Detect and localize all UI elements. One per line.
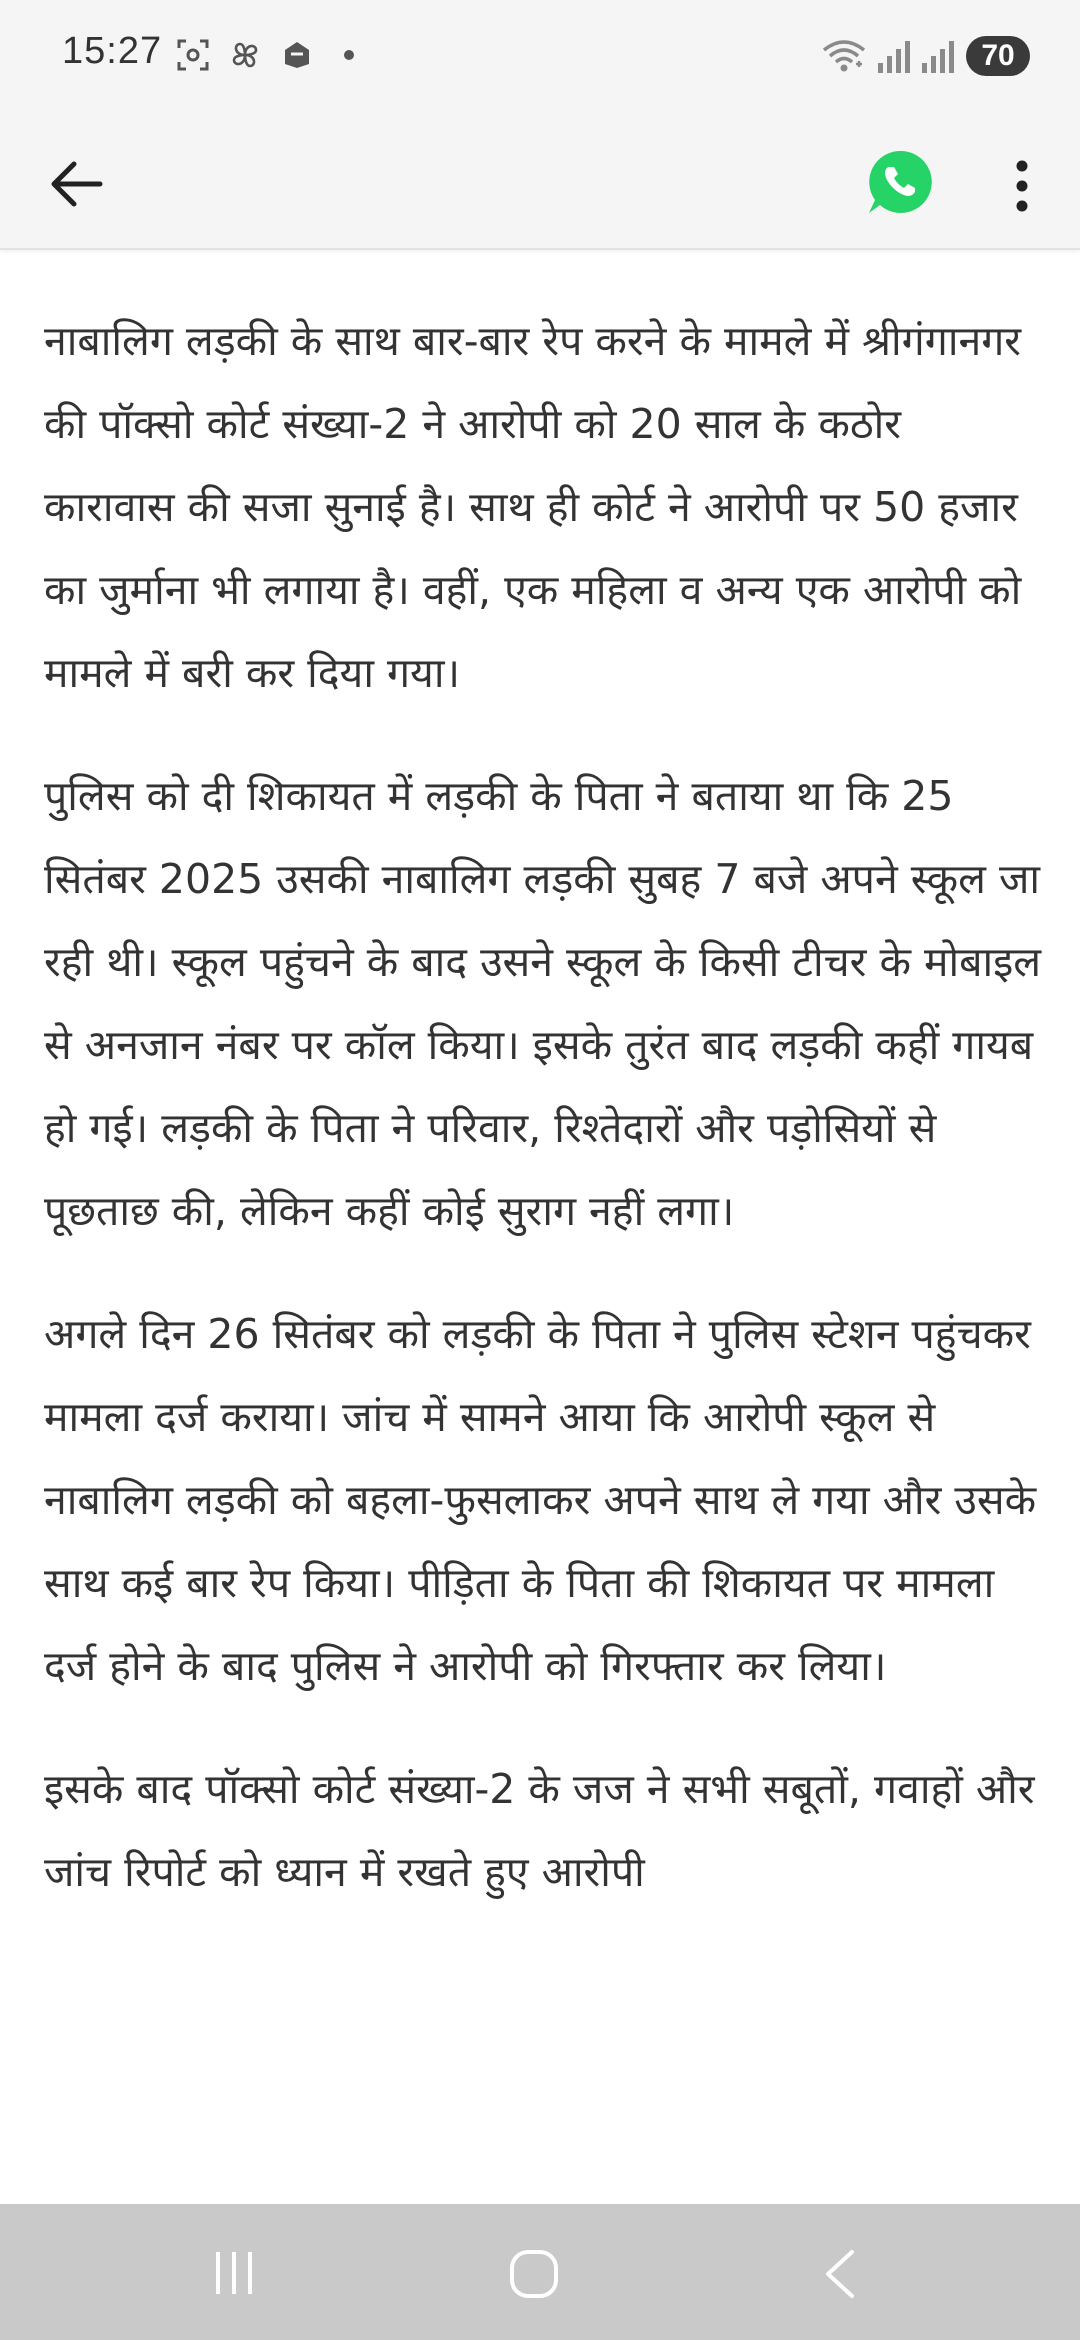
signal-icon (878, 39, 910, 73)
wifi-icon (822, 38, 866, 74)
status-system-icons (822, 36, 1030, 76)
whatsapp-icon (866, 148, 934, 216)
back-button[interactable] (40, 146, 116, 222)
whatsapp-share-button[interactable] (866, 148, 934, 216)
status-time: 15:27 (62, 30, 163, 72)
article-paragraph: इसके बाद पॉक्सो कोर्ट संख्या-2 के जज ने सभी सबूतों, गवाहों और जांच रिपोर्ट को ध्यान में रखते हुए आरोपी (44, 1765, 1035, 1896)
chevron-left-icon (820, 2248, 860, 2300)
app-toolbar (0, 118, 1080, 250)
status-bar (0, 0, 1080, 118)
article-paragraph: पुलिस को दी शिकायत में लड़की के पिता ने बताया था कि 25 सितंबर 2025 उसकी नाबालिग लड़की सुबह 7 बजे अपने स्कूल जा रही थी। स्कूल पहुंचने के बाद उसने स्कूल के किसी टीचर के मोबाइल से अनजान नंबर पर कॉल किया। इसके तुरंत बाद लड़की कहीं गायब हो गई। लड़की के पिता ने परिवार, रिश्तेदारों और पड़ोसियों से पूछताछ की, लेकिन कहीं कोई सुराग नहीं लगा। (44, 772, 1042, 1235)
pinwheel-icon (228, 38, 262, 72)
home-icon (508, 2248, 560, 2300)
recent-apps-button[interactable] (210, 2250, 258, 2296)
system-navigation-bar (0, 2204, 1080, 2340)
system-back-button[interactable] (820, 2248, 860, 2300)
signal-icon-2 (922, 39, 954, 73)
status-notification-icons (176, 38, 366, 72)
app-icon (280, 38, 314, 72)
recent-apps-icon (210, 2250, 258, 2296)
article-body (44, 300, 1044, 1954)
dot-icon (332, 38, 366, 72)
screenshot-icon (176, 38, 210, 72)
more-options-button[interactable] (1000, 148, 1044, 224)
arrow-left-icon (40, 146, 116, 222)
battery-indicator: 70 (966, 36, 1030, 76)
article-paragraph: अगले दिन 26 सितंबर को लड़की के पिता ने पुलिस स्टेशन पहुंचकर मामला दर्ज कराया। जांच में सामने आया कि आरोपी स्कूल से नाबालिग लड़की को बहला-फुसलाकर अपने साथ ले गया और उसके साथ कई बार रेप किया। पीड़िता के पिता की शिकायत पर मामला दर्ज होने के बाद पुलिस ने आरोपी को गिरफ्तार कर लिया। (44, 1310, 1037, 1690)
article-paragraph: नाबालिग लड़की के साथ बार-बार रेप करने के मामले में श्रीगंगानगर की पॉक्सो कोर्ट संख्या-2 ने आरोपी को 20 साल के कठोर कारावास की सजा सुनाई है। साथ ही कोर्ट ने आरोपी पर 50 हजार का जुर्माना भी लगाया है। वहीं, एक महिला व अन्य एक आरोपी को मामले में बरी कर दिया गया। (44, 317, 1022, 697)
home-button[interactable] (508, 2248, 560, 2300)
more-vert-icon (1000, 148, 1044, 224)
